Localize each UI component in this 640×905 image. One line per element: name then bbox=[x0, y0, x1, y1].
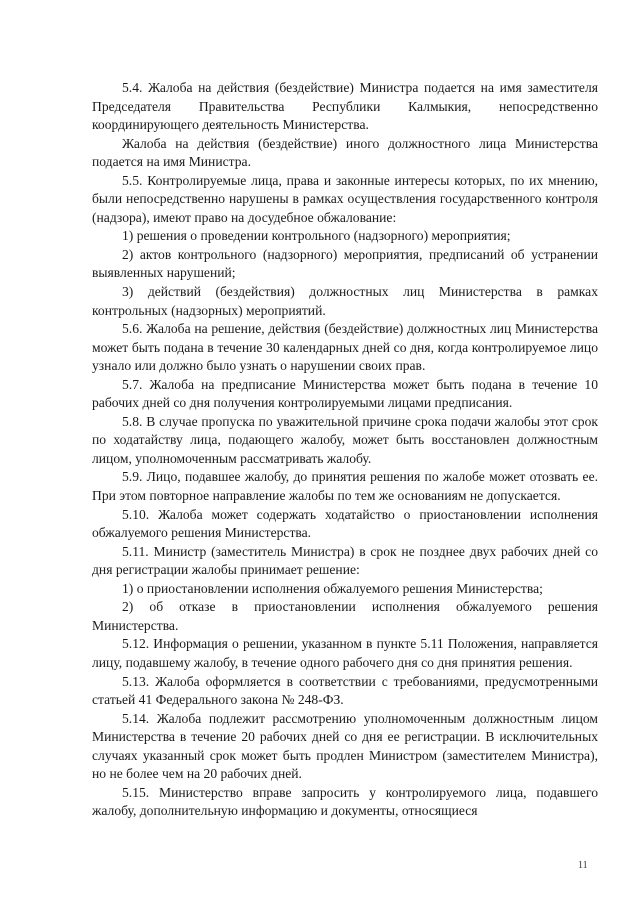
paragraph-5-12: 5.12. Информация о решении, указанном в пункте 5.11 Положения, направляется лицу, подавшему жалобу, в течение одного рабочего дня со дня принятия решения. bbox=[92, 636, 598, 670]
paragraph-5-5: 5.5. Контролируемые лица, права и законные интересы которых, по их мнению, были непосредственно нарушены в рамках осуществления государственного контроля (надзора), имеют право на досудебное обжалование: bbox=[92, 172, 598, 225]
paragraph-5-4: 5.4. Жалоба на действия (бездействие) Министра подается на имя заместителя Председателя Правительства Республики Калмыкия, непосредственно координирующего деятельность Министерства. bbox=[92, 80, 598, 133]
paragraph-5-7: 5.7. Жалоба на предписание Министерства может быть подана в течение 10 рабочих дней со дня получения контролируемыми лицами предписания. bbox=[92, 376, 598, 411]
paragraph-5-13: 5.13. Жалоба оформляется в соответствии с требованиями, предусмотренными статьей 41 Федерального закона № 248-ФЗ. bbox=[92, 673, 598, 708]
list-item-5-5-1: 1) решения о проведении контрольного (надзорного) мероприятия; bbox=[122, 228, 511, 244]
page-number: 11 bbox=[578, 860, 588, 871]
paragraph-5-15: 5.15. Министерство вправе запросить у контролируемого лица, подавшего жалобу, дополнительную информацию и документы, относящиеся bbox=[92, 784, 598, 819]
list-item-5-11-2: 2) об отказе в приостановлении исполнения обжалуемого решения Министерства. bbox=[92, 599, 598, 633]
list-item-5-5-3: 3) действий (бездействия) должностных лиц Министерства в рамках контрольных (надзорных) мероприятий. bbox=[92, 284, 598, 318]
document-body bbox=[92, 79, 598, 821]
paragraph-5-10: 5.10. Жалоба может содержать ходатайство о приостановлении исполнения обжалуемого решения Министерства. bbox=[92, 506, 598, 541]
paragraph-5-4-other-official: Жалоба на действия (бездействие) иного должностного лица Министерства подается на имя Министра. bbox=[92, 135, 598, 170]
paragraph-5-6: 5.6. Жалоба на решение, действия (бездействие) должностных лиц Министерства может быть подана в течение 30 календарных дней со дня, когда контролируемое лицо узнало или должно было узнать о нарушении своих прав. bbox=[92, 321, 598, 374]
paragraph-5-14: 5.14. Жалоба подлежит рассмотрению уполномоченным должностным лицом Министерства в течение 20 рабочих дней со дня ее регистрации. В исключительных случаях указанный срок может быть продлен Министром (заместителем Министра), но не более чем на 20 рабочих дней. bbox=[92, 710, 598, 782]
paragraph-5-8: 5.8. В случае пропуска по уважительной причине срока подачи жалобы этот срок по ходатайству лица, подающего жалобу, может быть восстановлен должностным лицом, уполномоченным рассматривать жалобу. bbox=[92, 413, 598, 466]
paragraph-5-9: 5.9. Лицо, подавшее жалобу, до принятия решения по жалобе может отозвать ее. При этом повторное направление жалобы по тем же основаниям не допускается. bbox=[92, 469, 598, 504]
list-item-5-11-1: 1) о приостановлении исполнения обжалуемого решения Министерства; bbox=[122, 580, 543, 596]
paragraph-5-11: 5.11. Министр (заместитель Министра) в срок не позднее двух рабочих дней со дня регистрации жалобы принимает решение: bbox=[92, 543, 598, 578]
list-item-5-5-2: 2) актов контрольного (надзорного) мероприятия, предписаний об устранении выявленных нарушений; bbox=[92, 246, 598, 281]
